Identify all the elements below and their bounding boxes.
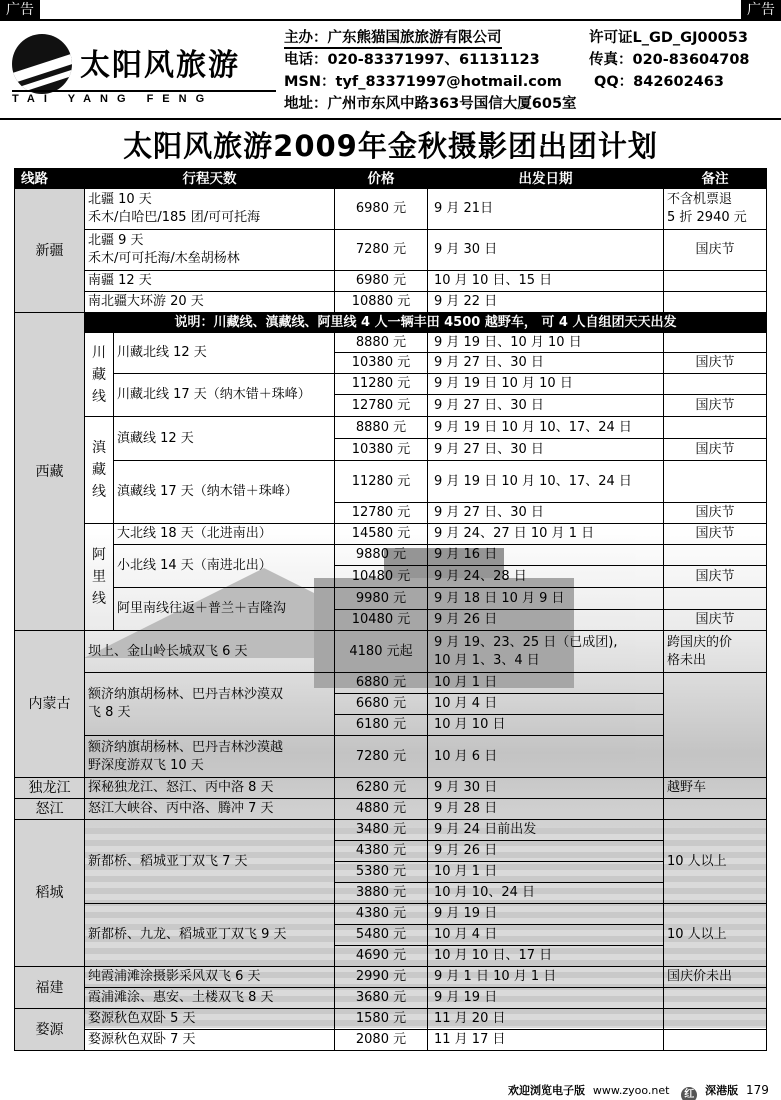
departure-date: 10 月 4 日 <box>428 694 664 715</box>
departure-date: 9 月 27 日、30 日 <box>428 395 664 417</box>
table-row <box>15 631 767 673</box>
departure-date: 9 月 19 日 10 月 10、17、24 日 <box>428 417 664 439</box>
departure-date: 9 月 22 日 <box>428 292 664 313</box>
departure-date: 9 月 26 日 <box>428 610 664 631</box>
note: 不含机票退 <box>667 192 733 207</box>
note <box>664 673 767 778</box>
edition-badge-icon: 红 <box>681 1087 697 1100</box>
price: 11280 元 <box>335 374 428 395</box>
note: 国庆节 <box>664 524 767 545</box>
region-xinjiang: 新疆 <box>15 189 85 313</box>
route-name: 川藏北线 17 天（纳木错＋珠峰） <box>114 374 335 417</box>
route-name: 北疆 10 天 <box>88 192 152 207</box>
price: 4690 元 <box>335 946 428 967</box>
msn[interactable]: MSN：tyf_83371997@hotmail.com <box>284 74 562 90</box>
note <box>664 461 767 503</box>
price: 10880 元 <box>335 292 428 313</box>
qq: QQ：842602463 <box>594 74 724 90</box>
table-header <box>15 169 767 189</box>
departure-date: 9 月 24、27 日 10 月 1 日 <box>428 524 664 545</box>
note: 格未出 <box>667 652 707 668</box>
route-name: 探秘独龙江、怒江、丙中洛 8 天 <box>85 778 335 799</box>
route-name: 川藏北线 12 天 <box>114 333 335 374</box>
note <box>664 799 767 820</box>
region-tibet: 西藏 <box>15 313 85 631</box>
departure-date: 9 月 27 日、30 日 <box>428 439 664 461</box>
note: 国庆节 <box>664 230 767 271</box>
note <box>664 1030 767 1051</box>
table-row <box>15 545 767 566</box>
price: 10380 元 <box>335 439 428 461</box>
page-footer <box>508 1082 769 1100</box>
price: 4880 元 <box>335 799 428 820</box>
table-row <box>15 673 767 694</box>
note: 国庆节 <box>664 395 767 417</box>
route-name: 霞浦滩涂、惠安、土楼双飞 8 天 <box>85 988 335 1009</box>
note: 5 折 2940 元 <box>667 210 747 225</box>
address: 地址：广州市东风中路363号国信大厦605室 <box>284 96 577 112</box>
price: 6980 元 <box>335 271 428 292</box>
price: 4380 元 <box>335 841 428 862</box>
departure-date: 9 月 16 日 <box>428 545 664 566</box>
price: 3480 元 <box>335 820 428 841</box>
departure-date: 9 月 19 日、10 月 10 日 <box>428 333 664 353</box>
departure-date: 9 月 19 日 10 月 10 日 <box>428 374 664 395</box>
price: 7280 元 <box>335 230 428 271</box>
table-row <box>15 736 767 778</box>
note: 国庆节 <box>664 610 767 631</box>
table-row <box>15 417 767 439</box>
departure-date: 11 月 20 日 <box>428 1009 664 1030</box>
departure-date: 9 月 19 日 <box>428 988 664 1009</box>
logo-subtitle: TAI YANG FENG <box>12 90 276 105</box>
note: 10 人以上 <box>664 820 767 904</box>
note: 国庆价未出 <box>664 967 767 988</box>
top-divider <box>0 19 781 21</box>
note <box>664 545 767 566</box>
route-name: 坝上、金山岭长城双飞 6 天 <box>85 631 335 673</box>
note: 越野车 <box>664 778 767 799</box>
col-header-note: 备注 <box>664 169 767 189</box>
price: 11280 元 <box>335 461 428 503</box>
note: 跨国庆的价 <box>667 634 733 650</box>
route-name: 滇藏线 17 天（纳木错＋珠峰） <box>114 461 335 524</box>
region-dulongjiang: 独龙江 <box>15 778 85 799</box>
price: 6680 元 <box>335 694 428 715</box>
price: 7280 元 <box>335 736 428 778</box>
departure-date: 9 月 30 日 <box>428 778 664 799</box>
region-fujian: 福建 <box>15 967 85 1009</box>
table-row <box>15 967 767 988</box>
region-wuyuan: 婺源 <box>15 1009 85 1051</box>
region-nujiang: 怒江 <box>15 799 85 820</box>
sun-logo-icon <box>12 34 72 94</box>
footer-text: 欢迎浏览电子版 <box>508 1084 585 1097</box>
route-name: 纯霞浦滩涂摄影采风双飞 6 天 <box>85 967 335 988</box>
departure-date: 10 月 10 日 <box>428 715 664 736</box>
departure-date: 9 月 1 日 10 月 1 日 <box>428 967 664 988</box>
page-title: 太阳风旅游2009年金秋摄影团出团计划 <box>123 129 658 163</box>
table-row <box>15 820 767 841</box>
tour-schedule <box>14 168 766 1065</box>
logo-name: 太阳风旅游 <box>80 48 240 83</box>
route-name: 新都桥、九龙、稻城亚丁双飞 9 天 <box>85 904 335 967</box>
license: 许可证L_GD_GJ00053 <box>589 30 748 46</box>
fax: 传真：020-83604708 <box>589 52 750 68</box>
table-row <box>15 1030 767 1051</box>
table-row <box>15 524 767 545</box>
route-name: 南疆 12 天 <box>85 271 335 292</box>
col-header-days: 行程天数 <box>85 169 335 189</box>
note <box>664 417 767 439</box>
route-name: 大北线 18 天（北进南出） <box>114 524 335 545</box>
note: 10 人以上 <box>664 904 767 967</box>
page-number: 179 <box>745 1083 769 1097</box>
price: 6180 元 <box>335 715 428 736</box>
note: 国庆节 <box>664 439 767 461</box>
region-daocheng: 稻城 <box>15 820 85 967</box>
price: 12780 元 <box>335 395 428 417</box>
price: 8880 元 <box>335 417 428 439</box>
tibet-notice: 说明：川藏线、滇藏线、阿里线 4 人一辆丰田 4500 越野车， 可 4 人自组团天天出发 <box>85 313 767 333</box>
price: 3680 元 <box>335 988 428 1009</box>
departure-date: 9 月 24、28 日 <box>428 566 664 588</box>
departure-date: 10 月 10 日、17 日 <box>428 946 664 967</box>
note <box>664 292 767 313</box>
table-row <box>15 189 767 230</box>
price: 2990 元 <box>335 967 428 988</box>
departure-date: 9 月 26 日 <box>428 841 664 862</box>
route-name: 怒江大峡谷、丙中洛、腾冲 7 天 <box>85 799 335 820</box>
price: 6280 元 <box>335 778 428 799</box>
departure-date: 10 月 1 日 <box>428 862 664 883</box>
table-row <box>15 313 767 333</box>
departure-date: 10 月 4 日 <box>428 925 664 946</box>
price: 6980 元 <box>335 189 428 230</box>
price: 3880 元 <box>335 883 428 904</box>
note: 国庆节 <box>664 353 767 374</box>
schedule-table <box>14 168 767 1051</box>
departure-date: 9 月 28 日 <box>428 799 664 820</box>
footer-edition: 深港版 <box>705 1084 739 1097</box>
route-name: 北疆 9 天 <box>88 233 144 248</box>
table-row <box>15 1009 767 1030</box>
departure-date: 10 月 10 日、15 日 <box>428 271 664 292</box>
departure-date: 9 月 27 日、30 日 <box>428 503 664 524</box>
route-detail: 禾木/可可托海/木垒胡杨林 <box>88 251 240 266</box>
ad-label-right: 广告 <box>741 0 781 20</box>
table-row <box>15 799 767 820</box>
table-row <box>15 588 767 610</box>
departure-date: 10 月 1 日 <box>428 673 664 694</box>
route-name: 滇藏线 12 天 <box>114 417 335 461</box>
sub-route-chuanzang: 川 藏 线 <box>85 333 114 417</box>
sub-route-dianzang: 滇 藏 线 <box>85 417 114 524</box>
table-row <box>15 271 767 292</box>
price: 5480 元 <box>335 925 428 946</box>
departure-date: 9 月 27 日、30 日 <box>428 353 664 374</box>
col-header-route: 线路 <box>15 169 85 189</box>
departure-date: 9 月 18 日 10 月 9 日 <box>428 588 664 610</box>
price: 9980 元 <box>335 588 428 610</box>
route-name: 额济纳旗胡杨林、巴丹吉林沙漠越 <box>88 739 284 755</box>
route-name: 南北疆大环游 20 天 <box>85 292 335 313</box>
price: 6880 元 <box>335 673 428 694</box>
departure-date: 10 月 6 日 <box>428 736 664 778</box>
note <box>664 374 767 395</box>
contact-block <box>284 27 779 115</box>
table-row <box>15 461 767 503</box>
note <box>664 588 767 610</box>
departure-date: 9 月 19、23、25 日（已成团), <box>434 634 618 650</box>
price: 2080 元 <box>335 1030 428 1051</box>
departure-date: 10 月 1、3、4 日 <box>434 652 540 668</box>
price: 4180 元起 <box>335 631 428 673</box>
route-name: 野深度游双飞 10 天 <box>88 757 204 773</box>
organizer: 主办：广东熊猫国旅旅游有限公司 <box>284 29 502 49</box>
route-name: 婺源秋色双卧 5 天 <box>85 1009 335 1030</box>
price: 10380 元 <box>335 353 428 374</box>
note <box>664 988 767 1009</box>
region-neimenggu: 内蒙古 <box>15 631 85 778</box>
table-row <box>15 904 767 925</box>
sub-route-ali: 阿 里 线 <box>85 524 114 631</box>
departure-date: 9 月 21日 <box>428 189 664 230</box>
table-row <box>15 778 767 799</box>
phone: 电话：020-83371997、61131123 <box>284 52 540 68</box>
departure-date: 9 月 24 日前出发 <box>428 820 664 841</box>
price: 12780 元 <box>335 503 428 524</box>
col-header-date: 出发日期 <box>428 169 664 189</box>
footer-url[interactable]: www.zyoo.net <box>592 1084 670 1097</box>
departure-date: 9 月 19 日 10 月 10、17、24 日 <box>428 461 664 503</box>
table-row <box>15 230 767 271</box>
note <box>664 333 767 353</box>
price: 10480 元 <box>335 610 428 631</box>
price: 14580 元 <box>335 524 428 545</box>
price: 8880 元 <box>335 333 428 353</box>
price: 4380 元 <box>335 904 428 925</box>
route-name: 婺源秋色双卧 7 天 <box>85 1030 335 1051</box>
ad-label-left: 广告 <box>0 0 40 20</box>
price: 1580 元 <box>335 1009 428 1030</box>
table-row <box>15 374 767 395</box>
note <box>664 1009 767 1030</box>
route-name: 阿里南线往返＋普兰＋吉隆沟 <box>114 588 335 631</box>
departure-date: 9 月 19 日 <box>428 904 664 925</box>
route-detail: 禾木/白哈巴/185 团/可可托海 <box>88 210 261 225</box>
header-divider <box>0 118 781 120</box>
route-name: 飞 8 天 <box>88 705 131 720</box>
table-row <box>15 333 767 353</box>
col-header-price: 价格 <box>335 169 428 189</box>
price: 9880 元 <box>335 545 428 566</box>
departure-date: 11 月 17 日 <box>428 1030 664 1051</box>
table-row <box>15 292 767 313</box>
price: 10480 元 <box>335 566 428 588</box>
route-name: 额济纳旗胡杨林、巴丹吉林沙漠双 <box>88 687 284 702</box>
note <box>664 271 767 292</box>
company-logo <box>8 30 276 105</box>
route-name: 小北线 14 天（南进北出） <box>114 545 335 588</box>
departure-date: 10 月 10、24 日 <box>428 883 664 904</box>
departure-date: 9 月 30 日 <box>428 230 664 271</box>
price: 5380 元 <box>335 862 428 883</box>
note: 国庆节 <box>664 566 767 588</box>
route-name: 新都桥、稻城亚丁双飞 7 天 <box>85 820 335 904</box>
note: 国庆节 <box>664 503 767 524</box>
table-row <box>15 988 767 1009</box>
